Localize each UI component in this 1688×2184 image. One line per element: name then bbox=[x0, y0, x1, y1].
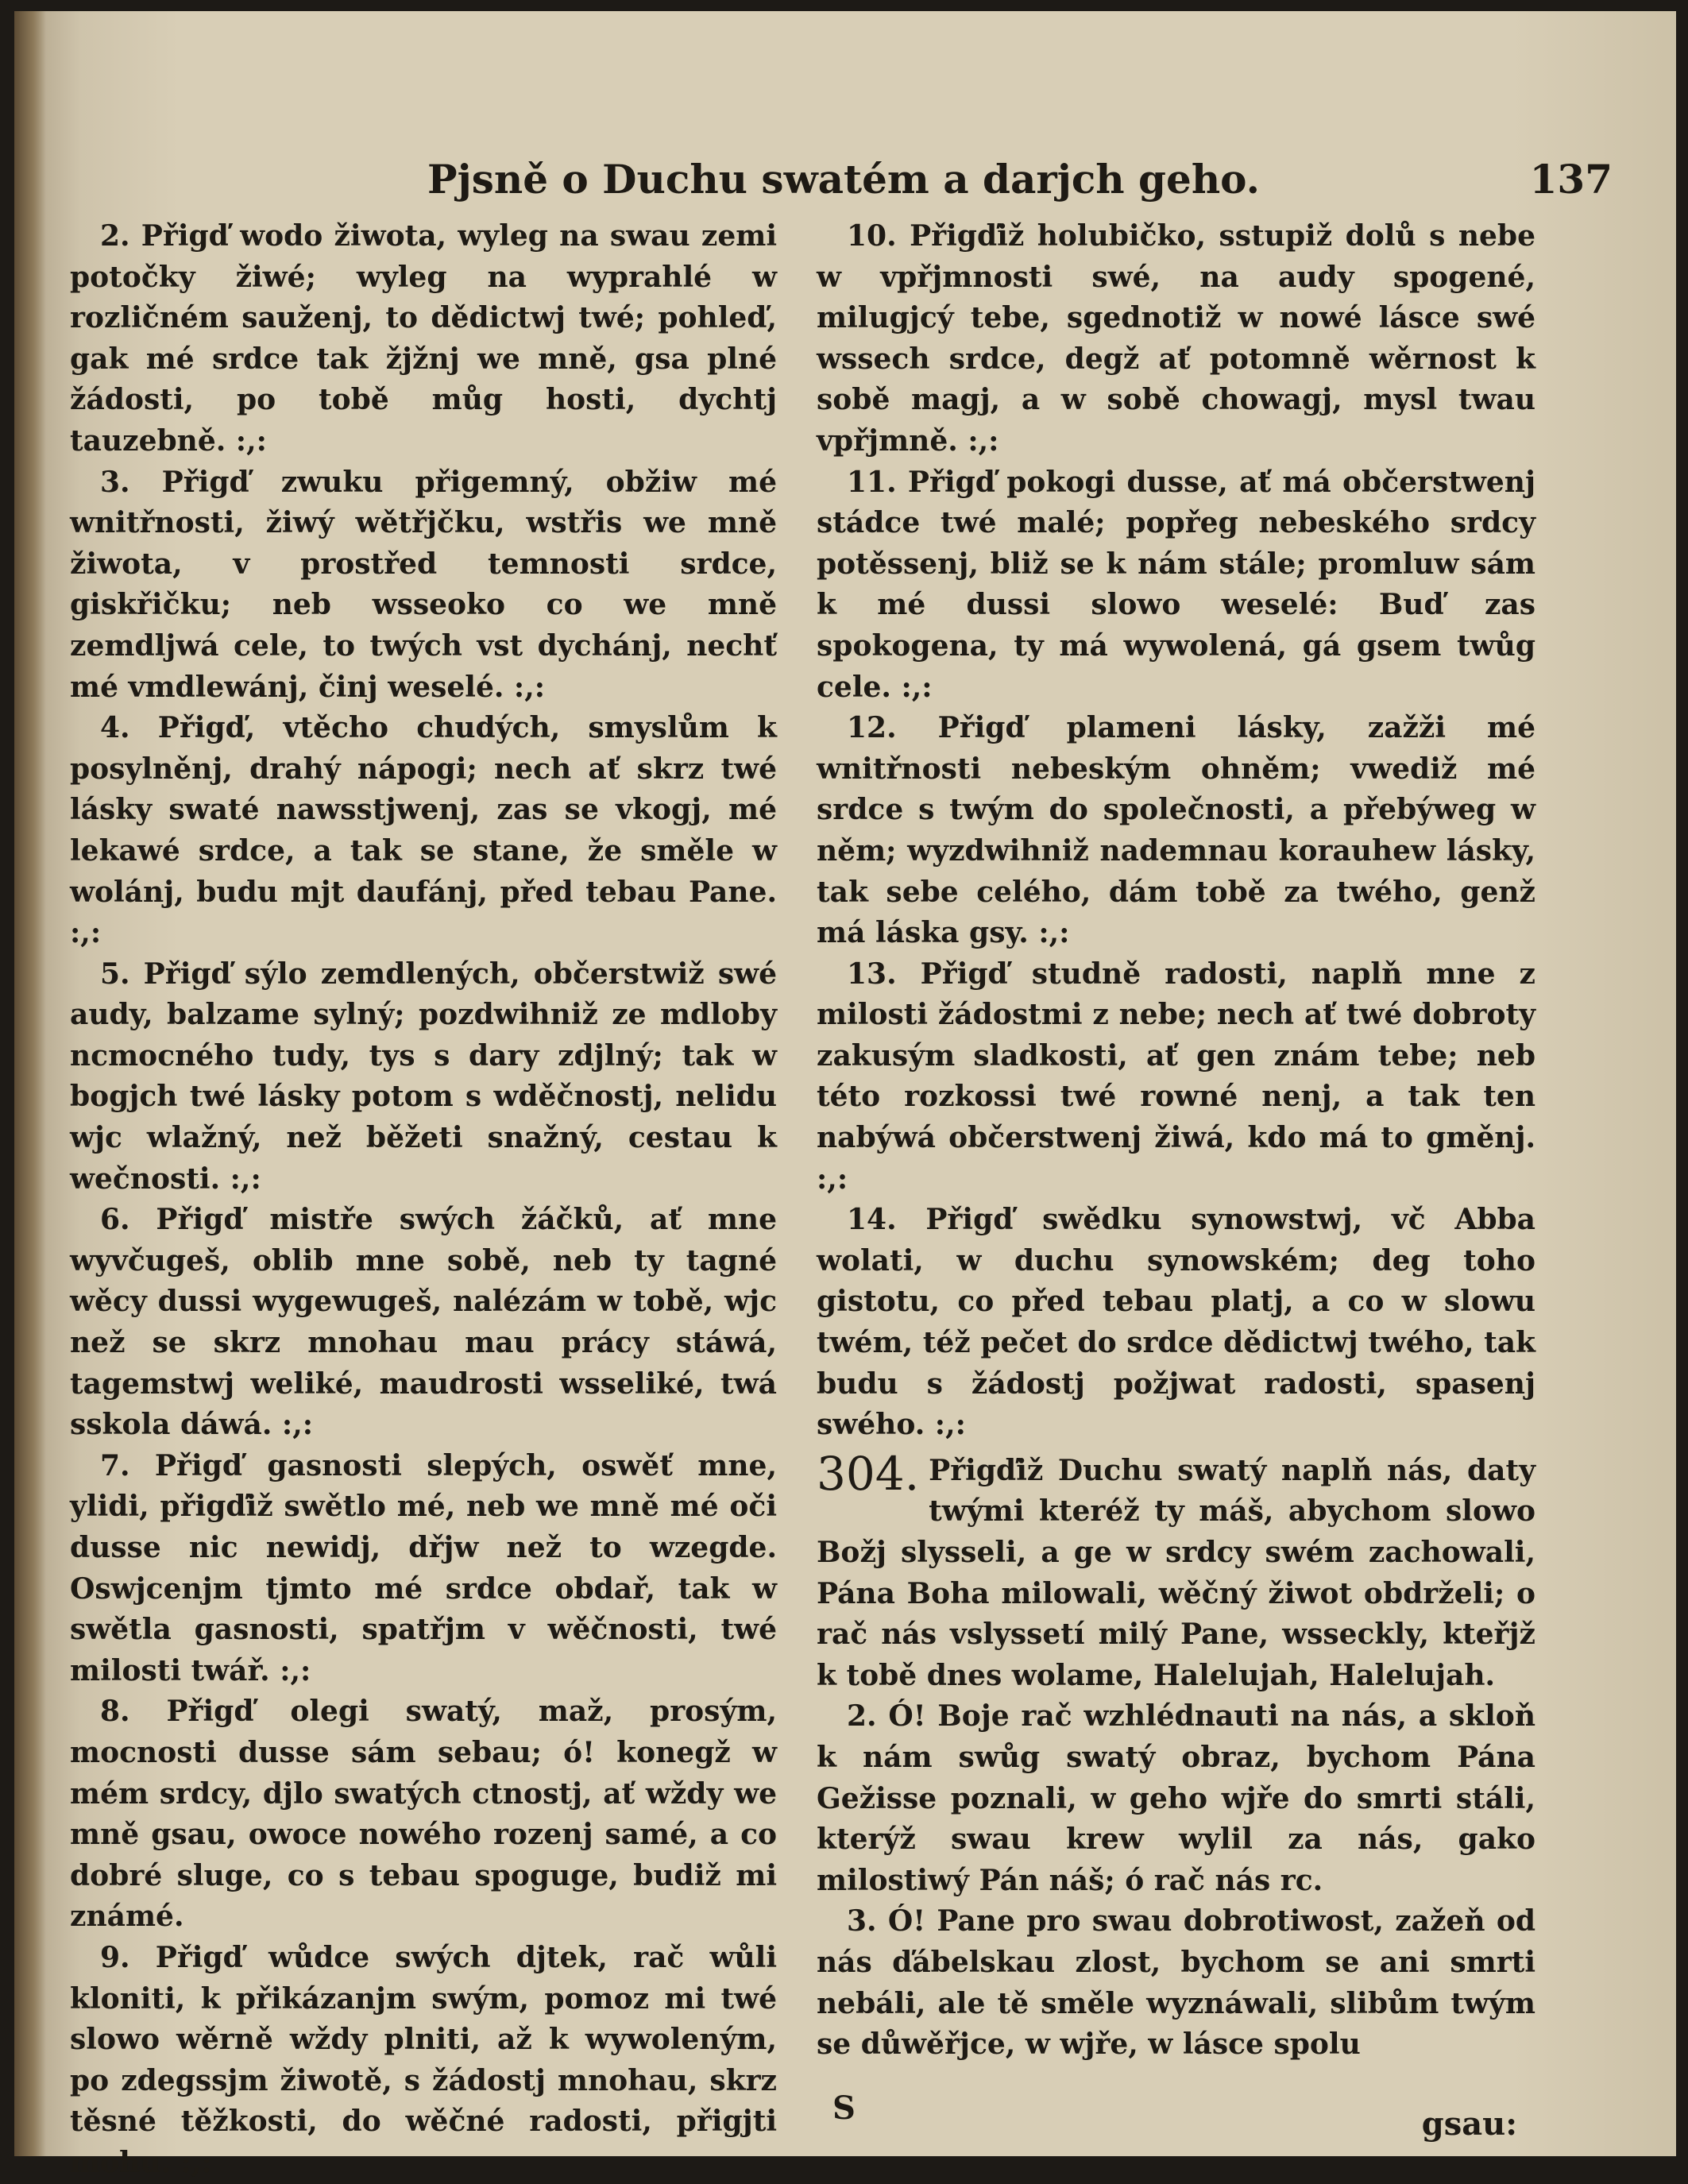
verse-paragraph: 2. Ó! Boje rač wzhlédnauti na nás, a skloň k nám swůg swatý obraz, bychom Pána Gežisse poznali, w geho wjře do smrti stáli, kterýž swau krew wylil za nás, gako milostiwý Pán náš; ó rač nás rc. bbox=[817, 1699, 1535, 1897]
verse-paragraph: 10. Přigďiž holubičko, sstupiž dolů s nebe w vpřjmnosti swé, na audy spogené, milugjcý tebe, sgednotiž w nowé lásce swé wssech srdce, degž ať potomně wěrnost k sobě magj, a w sobě chowagj, mysl twau vpřjmně. :,: bbox=[817, 219, 1535, 458]
hymn-number: 304. bbox=[817, 1446, 920, 1501]
verse-paragraph: 3. Ó! Pane pro swau dobrotiwost, zažeň od nás ďábelskau zlost, bychom se ani smrti nebáli, ale tě směle wyznáwali, slibům twým se důwěřjce, w wjře, w lásce spolu bbox=[817, 1904, 1535, 2062]
right-column bbox=[817, 216, 1535, 2066]
verse-paragraph: 13. Přigď studně radosti, naplň mne z milosti žádostmi z nebe; nech ať twé dobroty zakusým sladkosti, ať gen znám tebe; neb této rozkossi twé rowné nenj, a tak ten nabýwá občerstwenj žiwá, kdo má to gměnj. :,: bbox=[817, 957, 1535, 1196]
page-header bbox=[427, 156, 1613, 219]
verse-paragraph: 11. Přigď pokogi dusse, ať má občerstwenj stádce twé malé; popřeg nebeského srdcy potěssenj, bliž se k nám stále; promluw sám k mé dussi slowo weselé: Buď zas spokogena, ty má wywolená, gá gsem twůg cele. :,: bbox=[817, 465, 1535, 704]
left-column bbox=[70, 216, 777, 2184]
book-spine bbox=[14, 11, 46, 2156]
signature-mark: S bbox=[832, 2089, 856, 2127]
catchword: gsau: bbox=[1421, 2105, 1517, 2143]
verse-paragraph: 9. Přigď wůdce swých djtek, rač wůli kloniti, k přikázanjm swým, pomoz mi twé slowo wěrně wždy plniti, až k wywoleným, po zdegssjm žiwotě, s žádostj mnohau, skrz těsné těžkosti, do wěčné radosti, přigjti mohu. :,: bbox=[70, 1940, 777, 2179]
book-page bbox=[14, 11, 1676, 2179]
verse-paragraph: 3. Přigď zwuku přigemný, obžiw mé wnitřnosti, žiwý wětřjčku, wstřis we mně žiwota, v prostřed temnosti srdce, giskřičku; neb wsseoko co we mně zemdljwá cele, to twých vst dychánj, nechť mé vmdlewánj, činj weselé. :,: bbox=[70, 465, 777, 704]
verse-paragraph: 8. Přigď olegi swatý, maž, prosým, mocnosti dusse sám sebau; ó! konegž w mém srdcy, djlo swatých ctnostj, ať wždy we mně gsau, owoce nowého rozenj samé, a co dobré sluge, co s tebau spoguge, budiž mi známé. bbox=[70, 1695, 777, 1934]
verse-paragraph: 12. Přigď plameni lásky, zažži mé wnitřnosti nebeským ohněm; vwediž mé srdce s twým do společnosti, a přebýweg w něm; wyzdwihniž nademnau korauhew lásky, tak sebe celého, dám tobě za twého, genž má láska gsy. :,: bbox=[817, 711, 1535, 950]
verse-paragraph: 4. Přigď, vtěcho chudých, smyslům k posylněnj, drahý nápogi; nech ať skrz twé lásky swaté nawsstjwenj, zas se vkogj, mé lekawé srdce, a tak se stane, že směle w wolánj, budu mjt daufánj, před tebau Pane. :,: bbox=[70, 711, 777, 950]
verse-paragraph: 14. Přigď swědku synowstwj, vč Abba wolati, w duchu synowském; deg toho gistotu, co před tebau platj, a co w slowu twém, též pečet do srdce dědictwj twého, tak budu s žádostj požjwat radosti, spasenj swého. :,: bbox=[817, 1203, 1535, 1442]
page-number: 137 bbox=[1529, 156, 1613, 203]
verse-paragraph: 2. Přigď wodo žiwota, wyleg na swau zemi potočky žiwé; wyleg na wyprahlé w rozličném sauženj, to dědictwj twé; pohleď, gak mé srdce tak žjžnj we mně, gsa plné žádosti, po tobě můg hosti, dychtj tauzebně. :,: bbox=[70, 219, 777, 458]
hymn-304-text: Přigďiž Duchu swatý naplň nás, daty twými kteréž ty máš, abychom slowo Božj slysseli, a ge w srdcy swém zachowali, Pána Boha milowali, wěčný žiwot obdrželi; o rač nás vslyssetí milý Pane, wsseckly, kteřjž k tobě dnes wolame, Halelujah, Halelujah. bbox=[817, 1453, 1535, 1692]
hymn-304 bbox=[817, 1446, 1535, 1697]
verse-paragraph: 5. Přigď sýlo zemdlených, občerstwiž swé audy, balzame sylný; pozdwihniž ze mdloby ncmocného tudy, tys s dary zdjlný; tak w bogjch twé lásky potom s wděčnostj, nelidu wjc wlažný, než běžeti snažný, cestau k wečnosti. :,: bbox=[70, 957, 777, 1196]
verse-paragraph: 7. Přigď gasnosti slepých, oswěť mne, ylidi, přigďiž swětlo mé, neb we mně mé oči dusse nic newidj, dřjw než to wzegde. Oswjcenjm tjmto mé srdce obdař, tak w swětla gasnosti, spatřjm v wěčnosti, twé milosti twář. :,: bbox=[70, 1448, 777, 1687]
running-title: Pjsně o Duchu swatém a darjch geho. bbox=[427, 156, 1261, 203]
verse-paragraph: 6. Přigď mistře swých žáčků, ať mne wyvčugeš, oblib mne sobě, neb ty tagné wěcy dussi wygewugeš, nalézám w tobě, wjc než se skrz mnohau mau prácy stáwá, tagemstwj weliké, maudrosti wsseliké, twá sskola dáwá. :,: bbox=[70, 1203, 777, 1442]
